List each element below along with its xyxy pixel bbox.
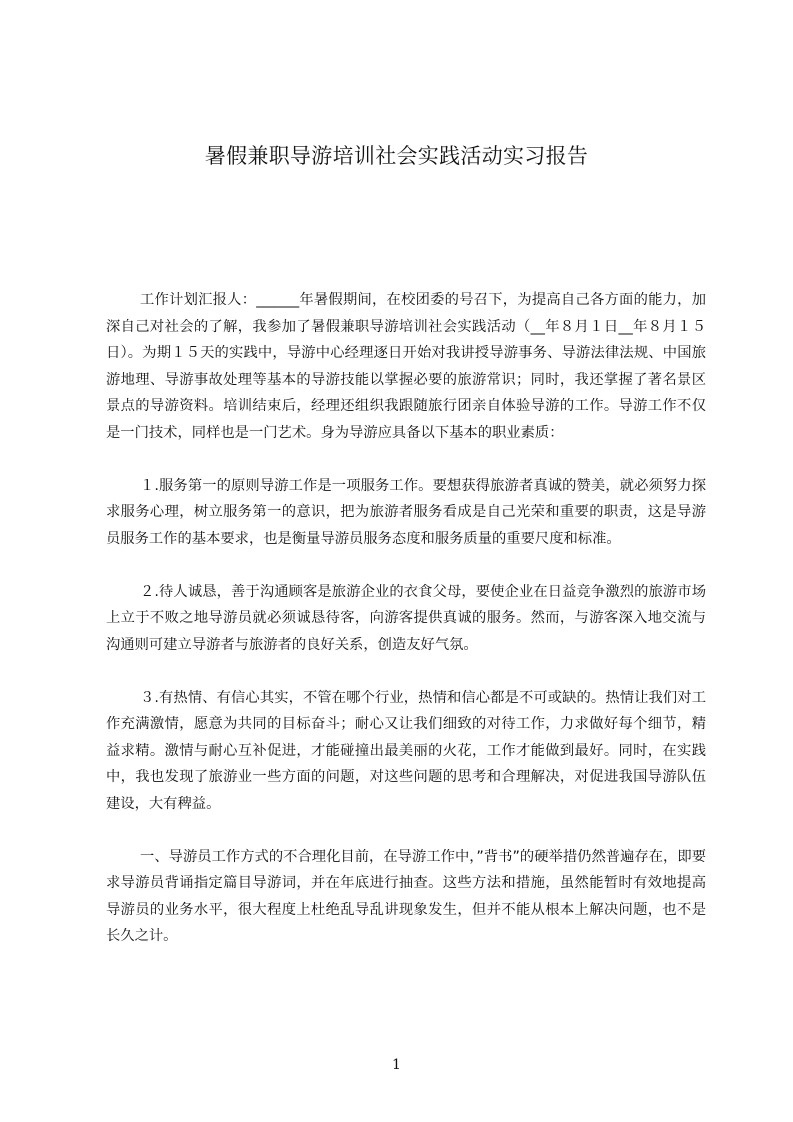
paragraph-section-1: 一、导游员工作方式的不合理化目前，在导游工作中，”背书”的硬举措仍然普遍存在，即要求导游员背诵指定篇目导游词，并在年底进行抽查。这些方法和措施，虽然能暂时有效地提高导游员的业务水平，很大程度上杜绝乱导乱讲现象发生，但并不能从根本上解决问题，也不是长久之计。 (106, 848, 706, 944)
page-number: 1 (392, 1057, 401, 1073)
paragraph-spacer (106, 552, 706, 579)
paragraph-point-1: １.服务第一的原则导游工作是一项服务工作。要想获得旅游者真诚的赞美，就必须努力探求服务心理，树立服务第一的意识，把为旅游者服务看成是自己光荣和重要的职责，这是导游员服务工作的基本要求，也是衡量导游员服务态度和服务质量的重要尺度和标准。 (106, 477, 706, 547)
paragraph-point-2: ２.待人诚恳，善于沟通顾客是旅游企业的衣食父母，要使企业在日益竞争激烈的旅游市场上立于不败之地导游员就必须诚恳待客，向游客提供真诚的服务。然而，与游客深入地交流与沟通则可建立导游者与旅游者的良好关系，创造友好气氛。 (106, 583, 706, 653)
document-body (106, 287, 706, 950)
paragraph-spacer (106, 817, 706, 844)
paragraph-spacer (106, 446, 706, 473)
page-title: 暑假兼职导游培训社会实践活动实习报告 (204, 144, 589, 168)
paragraph-intro: 工作计划汇报人：______年暑假期间，在校团委的号召下，为提高自己各方面的能力，加深自己对社会的了解，我参加了暑假兼职导游培训社会实践活动（__年８月１日__年８月１５日）。为期１５天的实践中，导游中心经理逐日开始对我讲授导游事务、导游法律法规、中国旅游地理、导游事故处理等基本的导游技能以掌握必要的旅游常识；同时，我还掌握了著名景区景点的导游资料。培训结束后，经理还组织我跟随旅行团亲自体验导游的工作。导游工作不仅是一门技术，同样也是一门艺术。身为导游应具备以下基本的职业素质： (106, 292, 706, 441)
paragraph-point-3: ３.有热情、有信心其实，不管在哪个行业，热情和信心都是不可或缺的。热情让我们对工作充满激情，愿意为共同的目标奋斗；耐心又让我们细致的对待工作，力求做好每个细节，精益求精。激情与耐心互补促进，才能碰撞出最美丽的火花，工作才能做到最好。同时，在实践中，我也发现了旅游业一些方面的问题，对这些问题的思考和合理解决，对促进我国导游队伍建设，大有稗益。 (106, 689, 706, 812)
paragraph-spacer (106, 658, 706, 685)
